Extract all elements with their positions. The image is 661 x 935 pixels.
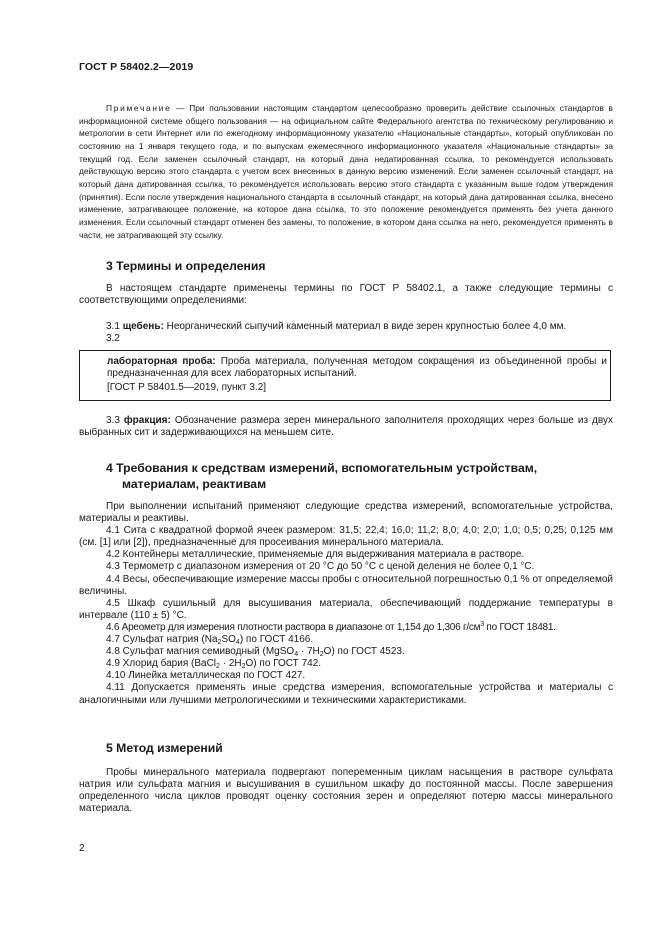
section-4-title-line-2: материалам, реактивам [122,477,267,491]
section-3-body [79,283,613,345]
item-4-9 [79,658,613,670]
item-4-9-standard: O) по ГОСТ 742. [245,658,322,670]
term-3-1-number: 3.1 [106,321,123,333]
section-3-intro: В настоящем стандарте применены термины по ГОСТ Р 58402.1, а также следующие термины с соответствующими определениями: [79,283,613,307]
section-4-title-line-1: 4 Требования к средствам измерений, вспомогательным устройствам, [106,461,538,475]
section-5-body [79,767,613,815]
item-4-7-formula: SO [221,634,236,646]
reference-note [79,102,613,241]
item-4-8 [79,646,613,658]
item-4-8-subscript-2: 2 [319,651,324,659]
term-3-2-number: 3.2 [106,333,120,345]
note-text: — При пользовании настоящим стандартом целесообразно проверить действие ссылочных стандартов в информационной системе общего пользования — на официальном сайте Федерального агентства по техническому регулированию и метрологии в сети Интернет или по ежегодному информационному указателю «Национальные стандарты», который опубликован по состоянию на 1 января текущего года, и по выпускам ежемесячного информационного указателя «Национальные стандарты» за текущий год. Если заменен ссылочный стандарт, на который дана недатированная ссылка, то рекомендуется использовать действующую версию этого стандарта с учетом всех внесенных в данную версию изменений. Если заменен ссылочный стандарт, на который дана датированная ссылка, то рекомендуется использовать версию этого стандарта с указанным выше годом утверждения (принятия). Если после утверждения национального стандарта в ссылочный стандарт, на который дана датированная ссылка, внесено изменение, затрагивающее положение, на которое дана ссылка, то это положение рекомендуется применять без учета данного изменения. Если ссылочный стандарт отменен без замены, то положение, в котором дана ссылка на него, рекомендуется применять в части, не затрагивающей эту ссылку. [79,103,613,240]
section-5-title: 5 Метод измерений [106,741,223,755]
item-4-3: 4.3 Термометр с диапазоном измерения от 20 °С до 50 °С с ценой деления не более 0,1 °С. [106,561,535,573]
item-4-6 [79,622,613,634]
item-4-5: 4.5 Шкаф сушильный для высушивания материала, обеспечивающий поддержание температуры в интервале (110 ± 5) °С. [79,597,613,621]
item-4-8-subscript-1: 4 [294,651,299,659]
term-3-3-block [79,415,613,439]
document-header: ГОСТ Р 58402.2—2019 [79,61,194,73]
term-3-2-source: [ГОСТ Р 58401.5—2019, пункт 3.2] [107,382,267,394]
item-4-9-subscript-1: 2 [216,663,220,671]
item-4-9-formula: · 2H [219,658,242,670]
section-4-intro: При выполнении испытаний применяют следующие средства измерений, вспомогательные устройства, материалы и реактивы. [79,501,613,525]
term-3-3-number: 3.3 [106,415,124,426]
item-4-8-text: 4.8 Сульфат магния семиводный (MgSO [106,646,295,658]
item-4-7-text: 4.7 Сульфат натрия (Na [106,634,218,646]
note-paragraph [79,102,613,241]
term-3-3-term: фракция: [123,415,171,426]
item-4-7 [79,634,613,646]
term-3-2-box [79,350,611,401]
item-4-2: 4.2 Контейнеры металлические, применяемые для выдерживания материала в растворе. [106,549,525,561]
page-number: 2 [79,843,85,854]
item-4-11: 4.11 Допускается применять иные средства измерения, вспомогательные устройства и материалы с аналогичными или лучшими метрологическими и техническими характеристиками. [79,682,613,706]
item-4-7-standard: ) по ГОСТ 4166. [239,634,314,646]
item-4-1: 4.1 Сита с квадратной формой ячеек размером: 31,5; 22,4; 16,0; 11,2; 8,0; 4,0; 2,0; 1,0; 0,5; 0,25; 0,125 мм (см. [1] или [2]), предназначенные для просеивания минерального материала. [79,525,613,549]
item-4-10: 4.10 Линейка металлическая по ГОСТ 427. [106,670,306,682]
term-3-1-definition: Неорганический сыпучий каменный материал в виде зерен крупностью более 4,0 мм. [163,321,567,333]
item-4-8-standard: O) по ГОСТ 4523. [323,646,405,658]
item-4-6-text: 4.6 Ареометр для измерения плотности раствора в диапазоне от 1,154 до 1,306 г/см [106,621,481,633]
section-5-text: Пробы минерального материала подвергают попеременным циклам насыщения в растворе сульфата натрия или сульфата магния и высушивания в сушильном шкафу до постоянной массы. После завершения определенного числа циклов проводят оценку состояния зерен и определяют потерю массы минерального материала. [79,767,613,815]
item-4-6-standard: по ГОСТ 18481. [483,621,556,633]
term-3-3 [79,415,613,439]
item-4-8-formula: · 7H [298,646,320,658]
term-3-2-content [107,356,607,394]
item-4-7-subscript-1: 2 [217,639,222,647]
term-3-2-term: лабораторная проба: [107,356,216,367]
term-3-2 [107,356,607,380]
term-3-3-definition: Обозначение размера зерен минерального заполнителя проходящих через больше из двух выбранных сит и задерживающихся на меньшем сите. [79,415,613,439]
item-4-7-subscript-2: 4 [235,639,240,647]
section-4-body [79,501,613,707]
term-3-2-definition: Проба материала, полученная методом сокращения из объединенной пробы и предназначенная для всех лабораторных испытаний. [107,356,607,380]
section-3-title: 3 Термины и определения [106,259,266,273]
term-3-1-term: щебень: [122,321,164,333]
item-4-9-text: 4.9 Хлорид бария (BaCl [106,658,217,670]
note-label: Примечание [106,103,172,113]
term-3-1 [79,321,613,333]
item-4-9-subscript-2: 2 [241,663,246,671]
item-4-4: 4.4 Весы, обеспечивающие измерение массы пробы с относительной погрешностью 0,1 % от определяемой величины. [79,573,613,597]
item-4-6-superscript: 3 [480,620,484,628]
